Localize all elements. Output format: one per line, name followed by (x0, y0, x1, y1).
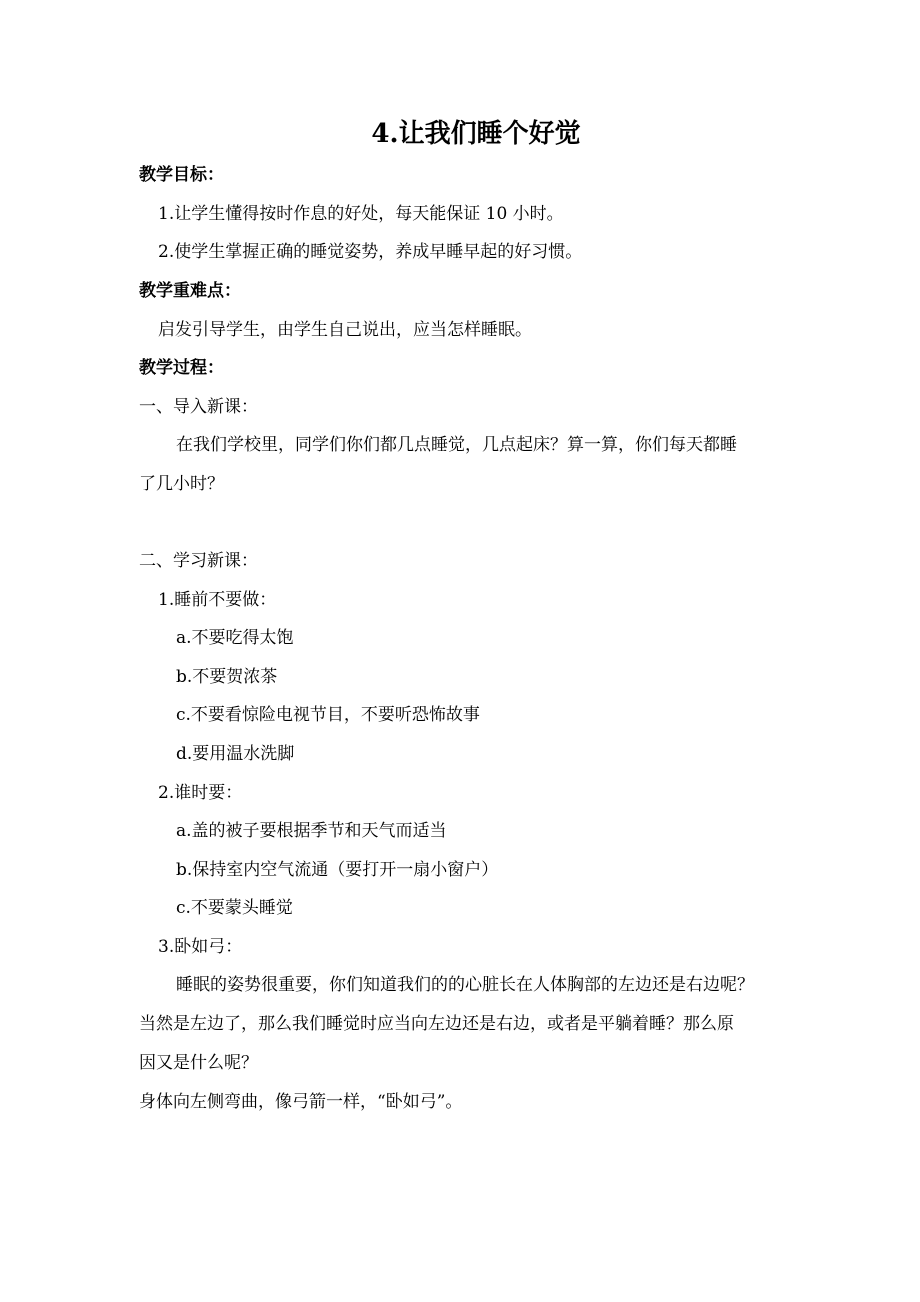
intro-heading: 一、导入新课： (139, 397, 258, 417)
key-points-heading: 教学重难点： (139, 281, 241, 301)
section1-item: c.不要看惊险电视节目，不要听恐怖故事 (176, 705, 480, 725)
section3-paragraph-line: 因又是什么呢？ (139, 1053, 258, 1073)
new-lesson-heading: 二、学习新课： (139, 551, 258, 571)
section2-item: c.不要蒙头睡觉 (176, 898, 293, 918)
intro-paragraph-line: 了几小时？ (139, 474, 224, 494)
section1-heading: 1.睡前不要做： (158, 590, 277, 610)
objectives-heading: 教学目标： (139, 165, 224, 185)
key-points-text: 启发引导学生，由学生自己说出，应当怎样睡眠。 (158, 320, 532, 340)
section2-heading: 2.谁时要： (158, 783, 243, 803)
section3-paragraph-line: 睡眠的姿势很重要，你们知道我们的的心脏长在人体胸部的左边还是右边呢？ (176, 975, 754, 995)
section1-item: d.要用温水洗脚 (176, 744, 295, 764)
intro-paragraph-line: 在我们学校里，同学们你们都几点睡觉，几点起床？算一算，你们每天都睡 (176, 435, 737, 455)
objective-item: 1.让学生懂得按时作息的好处，每天能保证 10 小时。 (158, 204, 564, 224)
section1-item: b.不要贺浓茶 (176, 667, 278, 687)
section3-paragraph-line: 当然是左边了，那么我们睡觉时应当向左边还是右边，或者是平躺着睡？那么原 (139, 1014, 734, 1034)
process-heading: 教学过程： (139, 358, 224, 378)
section3-paragraph-line: 身体向左侧弯曲，像弓箭一样，“卧如弓”。 (139, 1092, 463, 1112)
section2-item: a.盖的被子要根据季节和天气而适当 (176, 821, 447, 841)
section2-item: b.保持室内空气流通（要打开一扇小窗户） (176, 860, 499, 880)
document-title: 4.让我们睡个好觉 (371, 119, 581, 149)
section1-item: a.不要吃得太饱 (176, 628, 294, 648)
objective-item: 2.使学生掌握正确的睡觉姿势，养成早睡早起的好习惯。 (158, 242, 583, 262)
section3-heading: 3.卧如弓： (158, 937, 243, 957)
